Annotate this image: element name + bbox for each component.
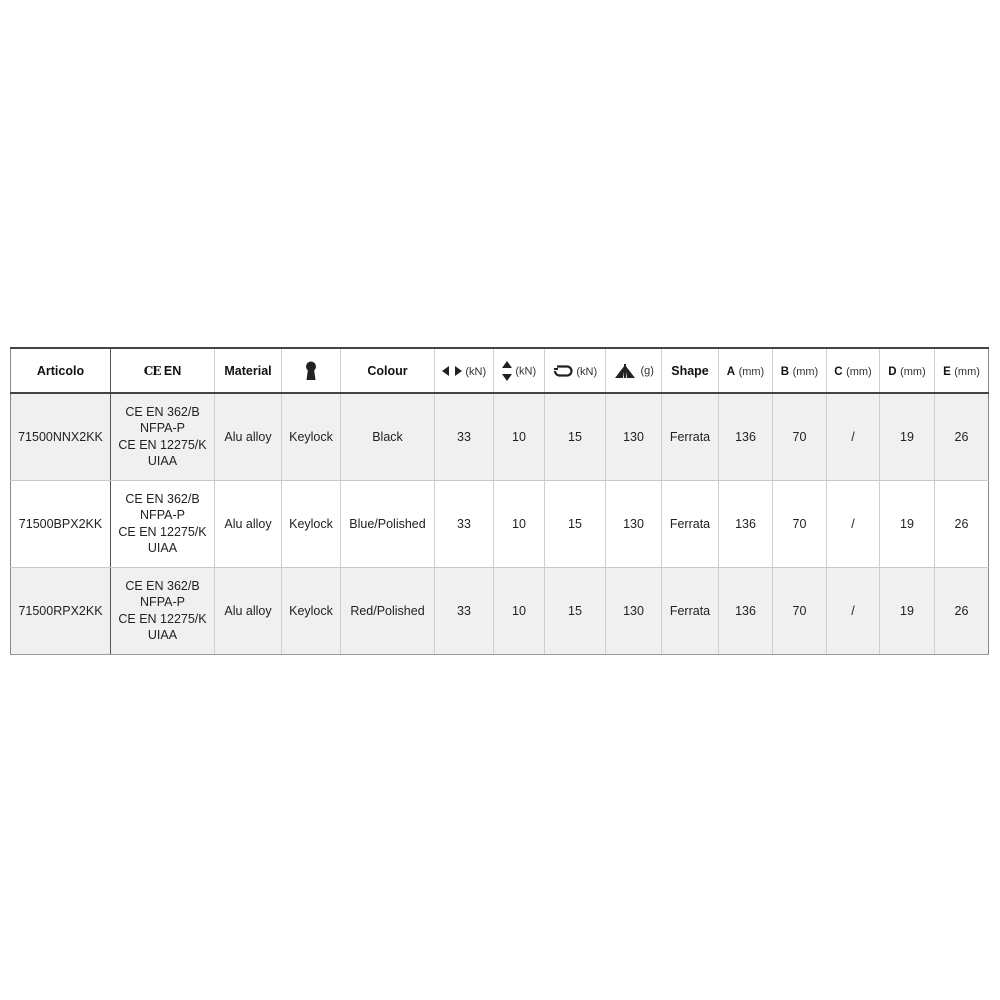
cell-colour: Red/Polished [341,567,435,654]
cell-dim-e: 26 [935,567,989,654]
cell-colour: Blue/Polished [341,480,435,567]
header-weight: (g) [606,348,662,393]
spec-table [10,347,989,655]
cell-articolo: 71500RPX2KK [11,567,111,654]
cell-shape: Ferrata [662,393,719,480]
cell-dim-c: / [827,480,880,567]
cell-certification: CE EN 362/B NFPA-P CE EN 12275/K UIAA [111,393,215,480]
cell-dim-a: 136 [719,480,773,567]
table-row [11,567,989,654]
cell-dim-b: 70 [773,480,827,567]
header-material: Material [215,348,282,393]
header-gate-open: (kN) [545,348,606,393]
header-dim-c: C (mm) [827,348,880,393]
cell-dim-a: 136 [719,567,773,654]
vertical-arrows-icon [502,361,512,381]
header-dim-e: E (mm) [935,348,989,393]
header-dim-a: A (mm) [719,348,773,393]
cell-major-axis: 33 [435,393,494,480]
table-row [11,393,989,480]
ce-mark-icon: CE [143,363,161,378]
cell-dim-b: 70 [773,567,827,654]
cell-articolo: 71500BPX2KK [11,480,111,567]
cell-minor-axis: 10 [494,393,545,480]
cell-dim-a: 136 [719,393,773,480]
header-certification: CE EN [111,348,215,393]
keyhole-icon [304,361,318,381]
header-articolo: Articolo [11,348,111,393]
cell-minor-axis: 10 [494,567,545,654]
cell-dim-d: 19 [880,480,935,567]
cell-dim-e: 26 [935,393,989,480]
cell-dim-b: 70 [773,393,827,480]
cell-dim-c: / [827,567,880,654]
header-gate-type [282,348,341,393]
weight-scale-icon [613,364,637,378]
header-colour: Colour [341,348,435,393]
carabiner-icon [553,365,573,377]
cell-dim-e: 26 [935,480,989,567]
header-minor-axis: (kN) [494,348,545,393]
cell-material: Alu alloy [215,393,282,480]
cell-gate-open: 15 [545,393,606,480]
cell-shape: Ferrata [662,480,719,567]
cell-weight: 130 [606,393,662,480]
cell-gate-open: 15 [545,567,606,654]
cell-material: Alu alloy [215,480,282,567]
cell-shape: Ferrata [662,567,719,654]
horizontal-arrows-icon [442,366,462,376]
cell-certification: CE EN 362/B NFPA-P CE EN 12275/K UIAA [111,480,215,567]
cell-major-axis: 33 [435,480,494,567]
cell-colour: Black [341,393,435,480]
cell-minor-axis: 10 [494,480,545,567]
header-dim-b: B (mm) [773,348,827,393]
cell-articolo: 71500NNX2KK [11,393,111,480]
cell-major-axis: 33 [435,567,494,654]
cell-gate: Keylock [282,480,341,567]
cell-gate: Keylock [282,393,341,480]
cell-dim-d: 19 [880,567,935,654]
cell-material: Alu alloy [215,567,282,654]
table-row [11,480,989,567]
header-dim-d: D (mm) [880,348,935,393]
cell-dim-d: 19 [880,393,935,480]
cell-weight: 130 [606,480,662,567]
header-major-axis: (kN) [435,348,494,393]
cell-gate: Keylock [282,567,341,654]
cell-dim-c: / [827,393,880,480]
cell-weight: 130 [606,567,662,654]
cell-gate-open: 15 [545,480,606,567]
cell-certification: CE EN 362/B NFPA-P CE EN 12275/K UIAA [111,567,215,654]
header-shape: Shape [662,348,719,393]
header-row [11,348,989,393]
